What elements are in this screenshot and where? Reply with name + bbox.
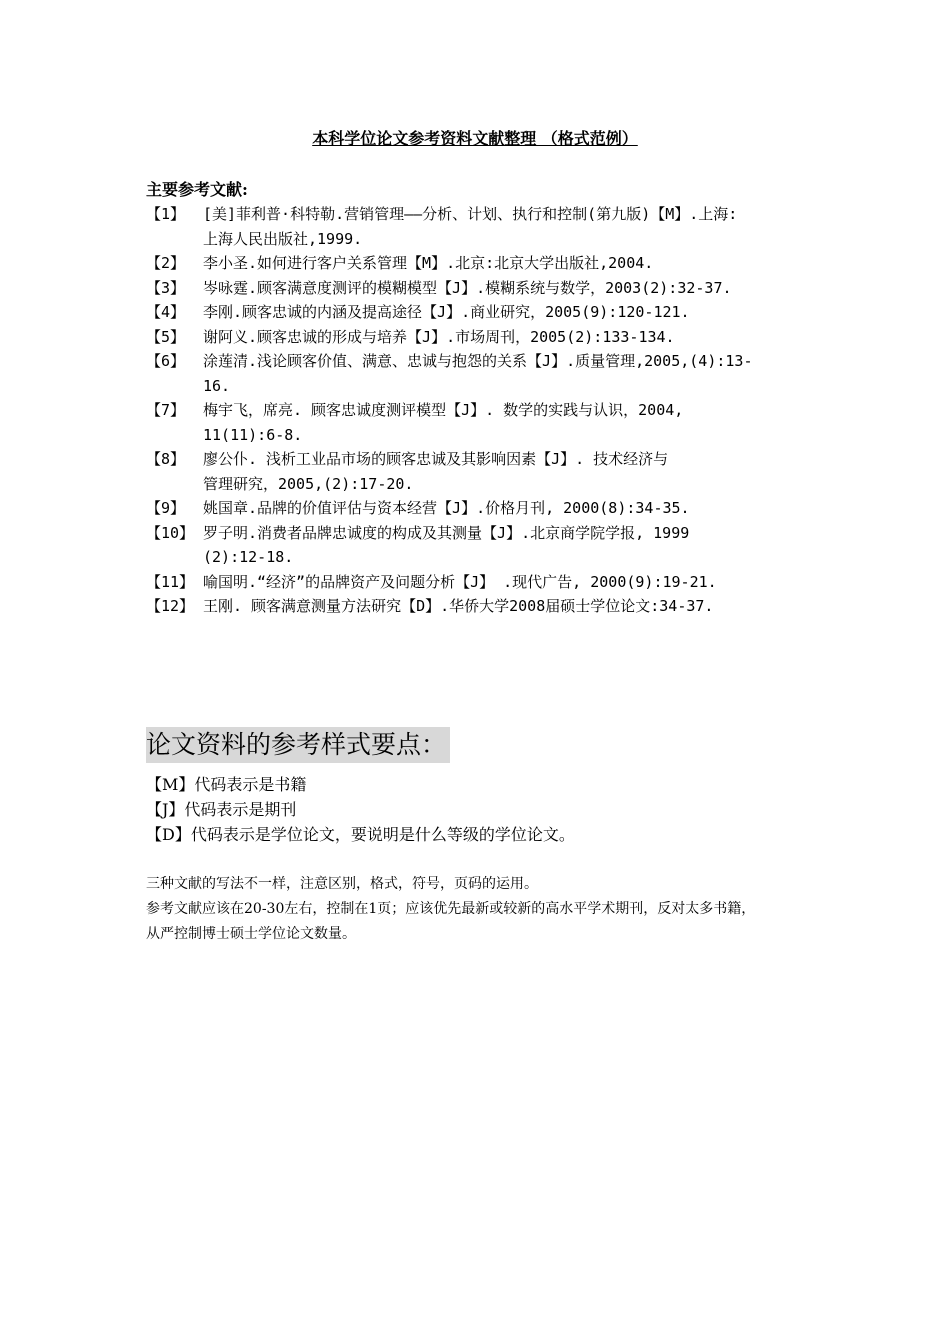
reference-line: 11(11):6-8. <box>203 425 303 444</box>
reference-number: 【1】 <box>146 205 186 223</box>
code-item-d: 【D】代码表示是学位论文，要说明是什么等级的学位论文。 <box>146 825 575 844</box>
reference-item <box>146 570 906 595</box>
reference-item <box>146 447 906 496</box>
reference-line: 王刚. 顾客满意测量方法研究【D】.华侨大学2008届硕士学位论文:34-37. <box>203 597 714 615</box>
reference-number: 【6】 <box>146 352 186 370</box>
reference-text <box>203 300 906 325</box>
reference-text <box>203 594 906 619</box>
reference-text <box>203 398 906 447</box>
reference-line: 李刚.顾客忠诚的内涵及提高途径【J】.商业研究，2005(9):120-121. <box>203 303 690 321</box>
section-title: 论文资料的参考样式要点： <box>146 727 450 763</box>
note-line: 三种文献的写法不一样，注意区别，格式，符号，页码的运用。 <box>146 876 538 892</box>
reference-text <box>203 202 906 251</box>
reference-item <box>146 594 906 619</box>
reference-text <box>203 276 906 301</box>
reference-number: 【8】 <box>146 450 186 468</box>
code-item-j: 【J】代码表示是期刊 <box>146 800 297 819</box>
reference-number: 【11】 <box>146 572 195 591</box>
reference-item <box>146 325 906 350</box>
reference-item <box>146 349 906 398</box>
reference-line: 上海人民出版社,1999. <box>203 229 363 248</box>
reference-number: 【3】 <box>146 278 186 297</box>
reference-line: 廖公仆. 浅析工业品市场的顾客忠诚及其影响因素【J】. 技术经济与 <box>203 450 669 468</box>
reference-item <box>146 251 906 276</box>
reference-number: 【7】 <box>146 401 186 419</box>
reference-text <box>203 447 906 496</box>
reference-number: 【2】 <box>146 254 186 272</box>
reference-line: [美]菲利普·科特勒.营销管理——分析、计划、执行和控制(第九版)【M】.上海: <box>203 205 738 223</box>
reference-line: 涂莲清.浅论顾客价值、满意、忠诚与抱怨的关系【J】.质量管理,2005,(4):13- <box>203 352 753 370</box>
reference-line: 李小圣.如何进行客户关系管理【M】.北京:北京大学出版社,2004. <box>203 254 654 272</box>
reference-number: 【10】 <box>146 523 195 542</box>
document-title: 本科学位论文参考资料文献整理 （格式范例） <box>312 129 638 148</box>
reference-line: 罗子明.消费者品牌忠诚度的构成及其测量【J】.北京商学院学报, 1999 <box>203 523 690 542</box>
reference-line: 岑咏霆.顾客满意度测评的模糊模型【J】.模糊系统与数学，2003(2):32-37. <box>203 278 732 297</box>
reference-line: (2):12-18. <box>203 548 294 566</box>
reference-item <box>146 276 906 301</box>
reference-line: 管理研究，2005,(2):17-20. <box>203 474 414 493</box>
code-item-m: 【M】代码表示是书籍 <box>146 775 307 794</box>
reference-item <box>146 521 906 570</box>
notes <box>146 872 886 947</box>
reference-item <box>146 496 906 521</box>
reference-number: 【12】 <box>146 597 195 615</box>
reference-line: 喻国明.“经济”的品牌资产及问题分析【J】 .现代广告, 2000(9):19-21. <box>203 572 717 591</box>
reference-text <box>203 570 906 595</box>
reference-text <box>203 349 906 398</box>
reference-number: 【9】 <box>146 499 186 517</box>
reference-line: 梅宇飞，席亮. 顾客忠诚度测评模型【J】. 数学的实践与认识，2004, <box>203 401 684 419</box>
reference-text <box>203 325 906 350</box>
reference-text <box>203 251 906 276</box>
reference-number: 【5】 <box>146 327 186 346</box>
reference-item <box>146 398 906 447</box>
reference-number: 【4】 <box>146 303 186 321</box>
reference-line: 谢阿义.顾客忠诚的形成与培养【J】.市场周刊，2005(2):133-134. <box>203 327 675 346</box>
code-list <box>146 772 575 847</box>
note-line: 参考文献应该在20-30左右，控制在1页；应该优先最新或较新的高水平学术期刊，反对太多书籍， <box>146 901 756 917</box>
reference-item <box>146 300 906 325</box>
reference-line: 16. <box>203 376 231 395</box>
main-references-heading: 主要参考文献: <box>146 180 248 199</box>
reference-list <box>146 202 906 619</box>
reference-item <box>146 202 906 251</box>
reference-text <box>203 496 906 521</box>
note-line: 从严控制博士硕士学位论文数量。 <box>146 926 356 942</box>
reference-line: 姚国章.品牌的价值评估与资本经营【J】.价格月刊, 2000(8):34-35. <box>203 499 690 517</box>
reference-text <box>203 521 906 570</box>
